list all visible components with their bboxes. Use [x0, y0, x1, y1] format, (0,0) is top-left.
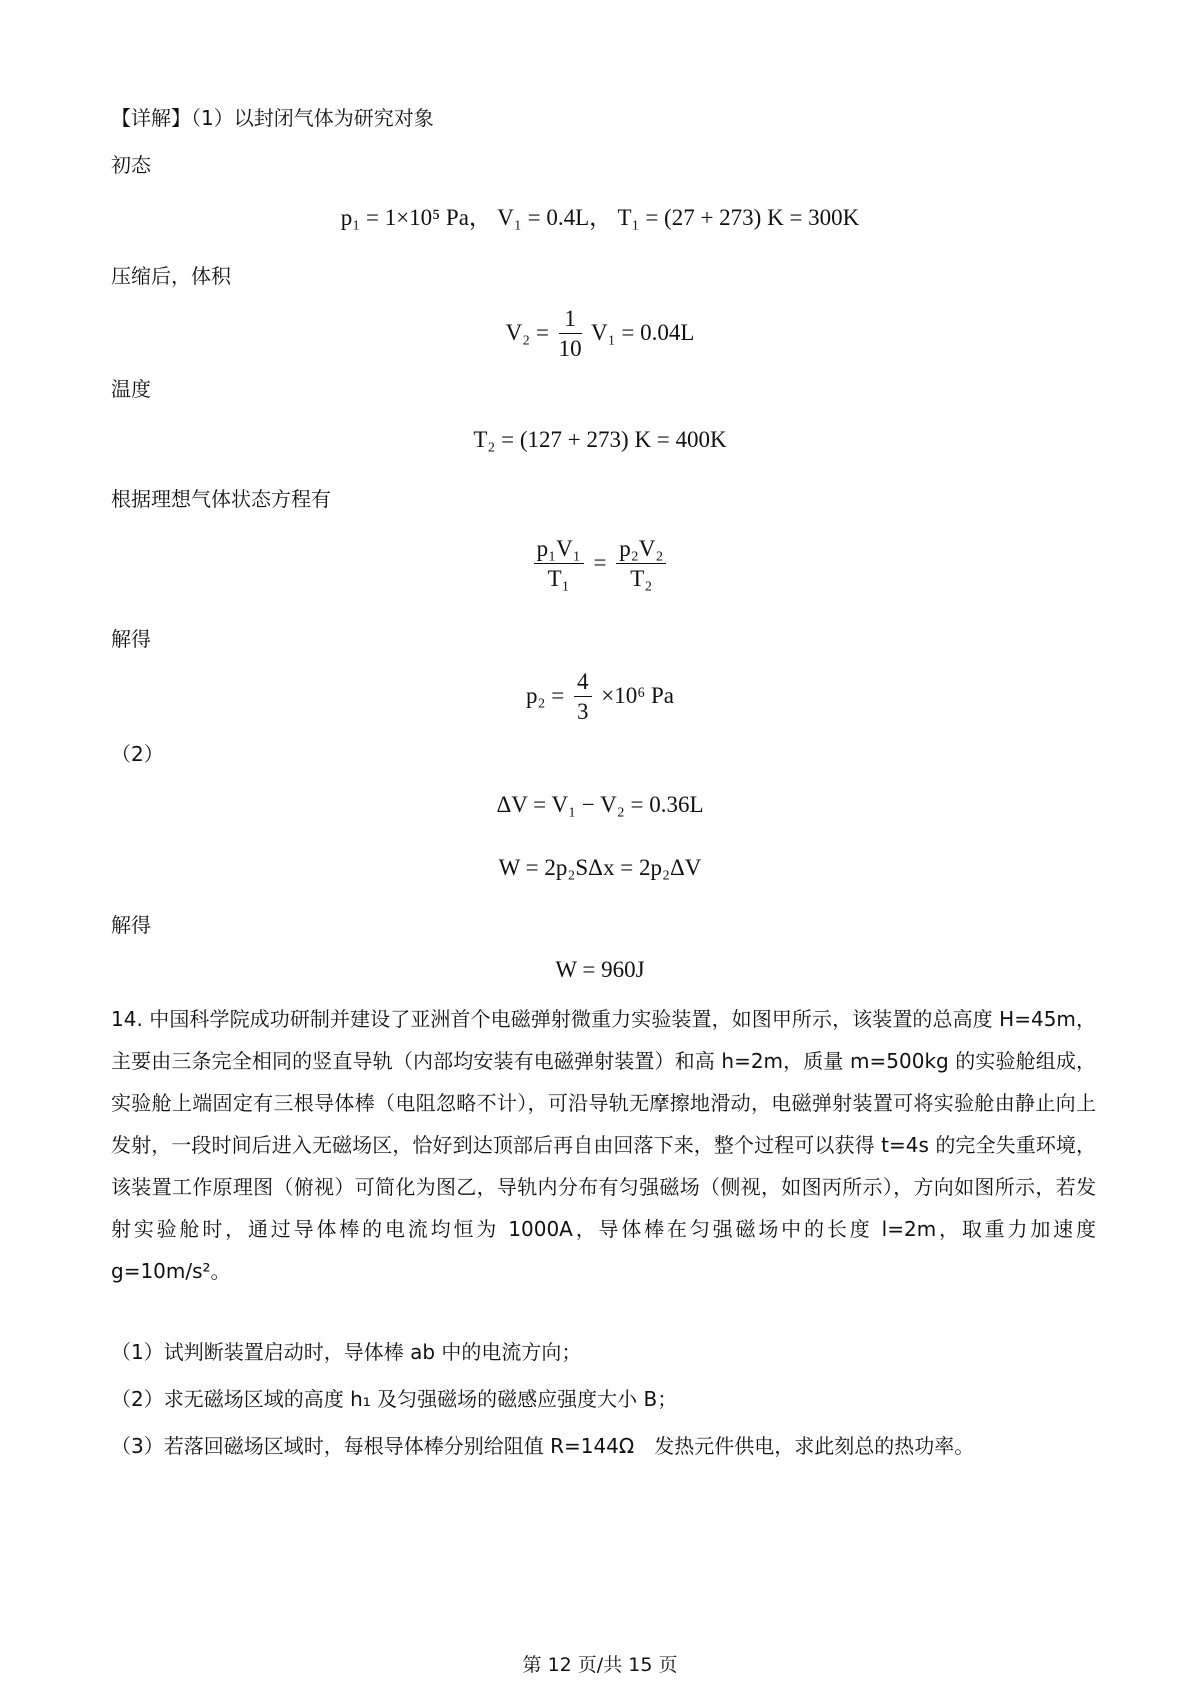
page-number-footer: 第 12 页/共 15 页 [522, 1654, 678, 1676]
equation-v2-rhs: V₁ = 0.04L [591, 319, 695, 345]
question-14-part-1: （1）试判断装置启动时，导体棒 ab 中的电流方向； [111, 1340, 582, 1364]
fraction-four-thirds [574, 668, 592, 727]
question-14-paragraph: 14. 中国科学院成功研制并建设了亚洲首个电磁弹射微重力实验装置，如图甲所示，该装置的总高度 H=45m，主要由三条完全相同的竖直导轨（内部均安装有电磁弹射装置）和高 h=2m，质量 m=500kg 的实验舱组成，实验舱上端固定有三根导体棒（电阻忽略不计），可沿导轨无摩擦地滑动，电磁弹射装置可将实验舱由静止向上发射，一段时间后进入无磁场区，恰好到达顶部后再自由回落下来，整个过程可以获得 t=4s 的完全失重环境，该装置工作原理图（俯视）可简化为图乙，导轨内分布有匀强磁场（侧视，如图丙所示），方向如图所示，若发射实验舱时，通过导体棒的电流均恒为 1000A，导体棒在匀强磁场中的长度 l=2m，取重力加速度 g=10m/s²。 [111, 1007, 1096, 1283]
equation-initial-state: p₁ = 1×10⁵ Pa， V₁ = 0.4L， T₁ = (27 + 273) K = 300K [340, 205, 860, 230]
fraction-numerator: p₂V₂ [616, 535, 666, 564]
equation-p2-rhs: ×10⁶ Pa [601, 682, 674, 708]
fraction-numerator: 4 [574, 668, 592, 697]
equation-v2 [0, 305, 1200, 364]
fraction-right [616, 535, 666, 594]
part-2-label: （2） [111, 742, 164, 766]
temperature-label: 温度 [111, 377, 151, 401]
question-14-part-2: （2）求无磁场区域的高度 h₁ 及匀强磁场的磁感应强度大小 B； [111, 1387, 678, 1411]
equation-v2-lhs: V₂ = [505, 319, 549, 345]
fraction-one-tenth [559, 305, 582, 364]
question-14-part-3: （3）若落回磁场区域时，每根导体棒分别给阻值 R=144Ω 发热元件供电，求此刻总的热功率。 [111, 1434, 975, 1458]
ideal-gas-label: 根据理想气体状态方程有 [111, 487, 331, 511]
compress-label: 压缩后，体积 [111, 264, 231, 288]
equation-work: W = 2p₂SΔx = 2p₂ΔV [498, 855, 702, 880]
fraction-denominator: 10 [558, 336, 582, 361]
equation-delta-v: ΔV = V₁ − V₂ = 0.36L [496, 792, 704, 817]
fraction-numerator: p₁V₁ [534, 535, 584, 564]
equation-ideal-gas [0, 535, 1200, 594]
equation-p2-lhs: p₂ = [526, 682, 565, 708]
fraction-left [534, 535, 584, 594]
fraction-denominator: 3 [577, 699, 589, 724]
solve-label-1: 解得 [111, 627, 151, 651]
fraction-numerator: 1 [559, 305, 582, 334]
solve-label-2: 解得 [111, 913, 151, 937]
fraction-denominator: T₁ [547, 566, 570, 591]
equation-t2: T₂ = (127 + 273) K = 400K [473, 427, 727, 452]
equals-sign: = [593, 549, 607, 575]
initial-state-label: 初态 [111, 153, 151, 177]
equation-p2 [0, 668, 1200, 727]
solution-header: 【详解】（1）以封闭气体为研究对象 [111, 106, 434, 130]
fraction-denominator: T₂ [630, 566, 653, 591]
equation-work-result: W = 960J [555, 957, 645, 982]
